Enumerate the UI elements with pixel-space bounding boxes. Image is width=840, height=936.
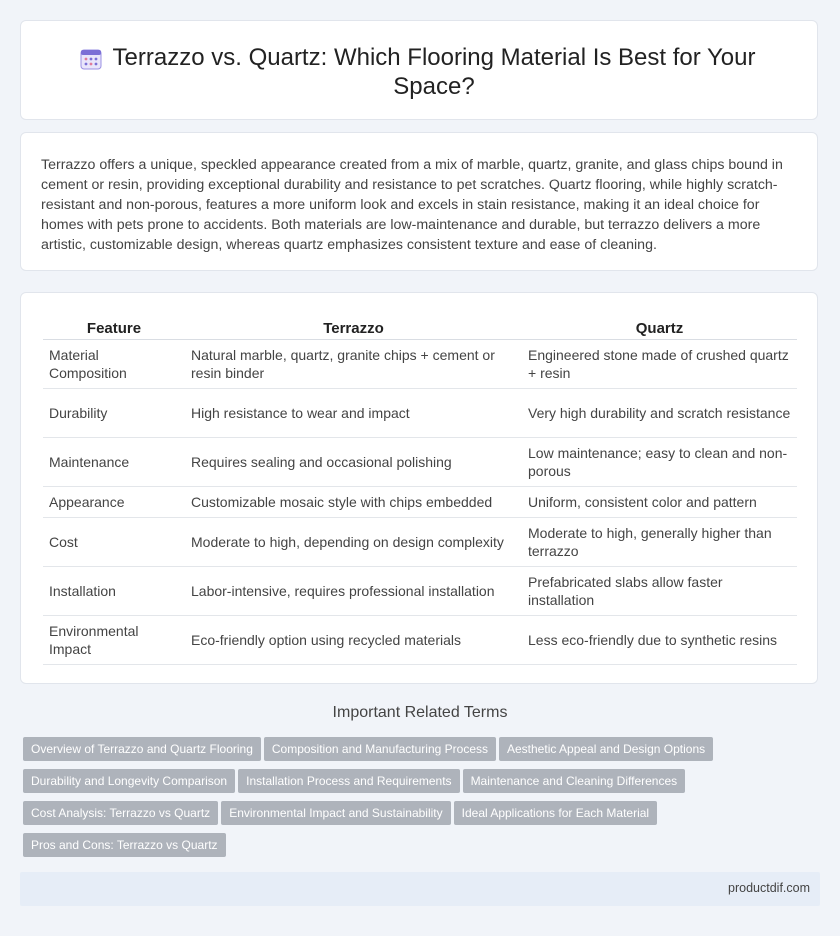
table-cell: Cost [43, 518, 185, 567]
table-row [43, 567, 797, 616]
term-tag[interactable]: Installation Process and Requirements [238, 769, 459, 793]
table-cell: Appearance [43, 487, 185, 518]
table-row [43, 389, 797, 438]
header-quartz: Quartz [522, 315, 797, 340]
table-cell: Low maintenance; easy to clean and non-porous [522, 438, 797, 487]
intro-card [20, 132, 818, 271]
header-feature: Feature [43, 315, 185, 340]
table-cell: Moderate to high, depending on design complexity [185, 518, 522, 567]
table-cell: Maintenance [43, 438, 185, 487]
table-header-row [43, 315, 797, 340]
term-tag[interactable]: Aesthetic Appeal and Design Options [499, 737, 713, 761]
table-cell: Labor-intensive, requires professional installation [185, 567, 522, 616]
table-cell: Eco-friendly option using recycled materials [185, 616, 522, 665]
table-cell: High resistance to wear and impact [185, 389, 522, 438]
table-cell: Environmental Impact [43, 616, 185, 665]
table-cell: Prefabricated slabs allow faster installation [522, 567, 797, 616]
term-tag[interactable]: Composition and Manufacturing Process [264, 737, 496, 761]
table-cell: Material Composition [43, 340, 185, 389]
term-tag[interactable]: Cost Analysis: Terrazzo vs Quartz [23, 801, 218, 825]
table-row [43, 616, 797, 665]
term-tag[interactable]: Durability and Longevity Comparison [23, 769, 235, 793]
term-tag[interactable]: Ideal Applications for Each Material [454, 801, 657, 825]
table-row [43, 487, 797, 518]
table-cell: Engineered stone made of crushed quartz + resin [522, 340, 797, 389]
intro-paragraph: Terrazzo offers a unique, speckled appearance created from a mix of marble, quartz, granite, and glass chips bound in cement or resin, providing exceptional durability and resistance to pet scratches. Quartz flooring, while highly scratch-resistant and non-porous, features a more uniform look and excels in stain resistance, making it an ideal choice for homes with pets prone to accidents. Both materials are low-maintenance and durable, but terrazzo delivers a more artistic, customizable design, whereas quartz emphasizes consistent texture and ease of cleaning. [41, 157, 783, 253]
table-row [43, 438, 797, 487]
table-cell: Durability [43, 389, 185, 438]
footer-site-link[interactable]: productdif.com [728, 881, 810, 895]
comparison-table-card [20, 292, 818, 684]
term-tag[interactable]: Environmental Impact and Sustainability [221, 801, 450, 825]
related-terms-list [23, 737, 803, 865]
comparison-table [43, 315, 797, 665]
term-tag[interactable]: Maintenance and Cleaning Differences [463, 769, 686, 793]
related-terms-title: Important Related Terms [332, 704, 508, 721]
table-cell: Very high durability and scratch resistance [522, 389, 797, 438]
page-title: Terrazzo vs. Quartz: Which Flooring Material Is Best for Your Space? [112, 44, 756, 100]
term-tag[interactable]: Overview of Terrazzo and Quartz Flooring [23, 737, 261, 761]
table-row [43, 340, 797, 389]
table-cell: Moderate to high, generally higher than terrazzo [522, 518, 797, 567]
header-terrazzo: Terrazzo [185, 315, 522, 340]
table-cell: Less eco-friendly due to synthetic resins [522, 616, 797, 665]
table-cell: Natural marble, quartz, granite chips + cement or resin binder [185, 340, 522, 389]
table-cell: Customizable mosaic style with chips embedded [185, 487, 522, 518]
table-cell: Uniform, consistent color and pattern [522, 487, 797, 518]
table-row [43, 518, 797, 567]
footer [20, 872, 820, 906]
header-card [20, 20, 818, 120]
table-cell: Installation [43, 567, 185, 616]
table-cell: Requires sealing and occasional polishing [185, 438, 522, 487]
term-tag[interactable]: Pros and Cons: Terrazzo vs Quartz [23, 833, 226, 857]
